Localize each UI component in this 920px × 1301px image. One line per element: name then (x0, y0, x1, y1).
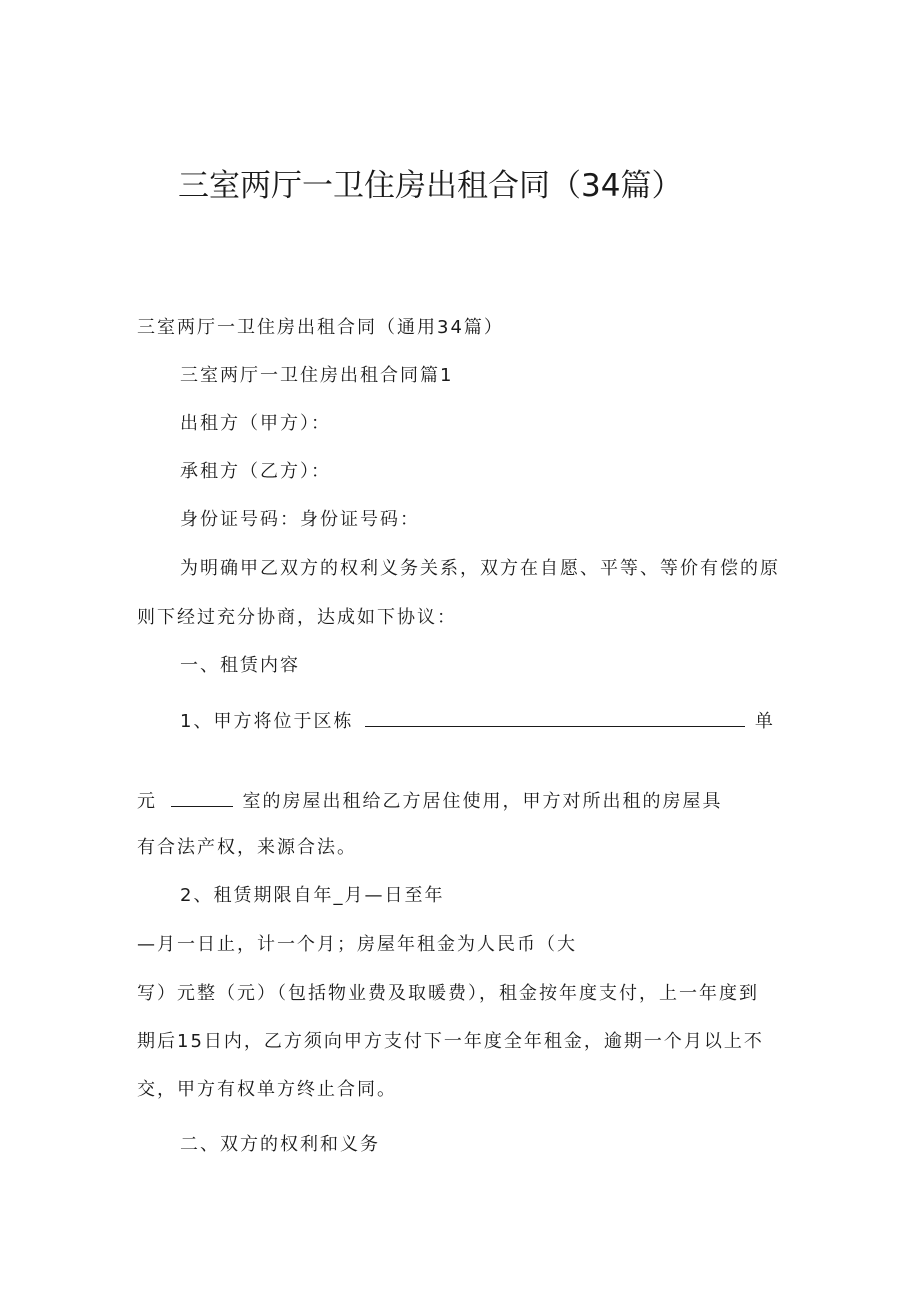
document-title: 三室两厅一卫住房出租合同（34篇） (178, 168, 683, 204)
clause-1-line-2 (137, 788, 722, 814)
intro-paragraph-line-1: 为明确甲乙双方的权利义务关系，双方在自愿、平等、等价有偿的原 (180, 558, 780, 579)
clause-1-line-2-prefix: 元 (137, 791, 157, 812)
lessee-label: 承租方（乙方）： (180, 461, 331, 482)
blank-underline (171, 788, 233, 807)
section-heading-2: 二、双方的权利和义务 (180, 1134, 380, 1155)
clause-1-line-2-suffix: 室的房屋出租给乙方居住使用，甲方对所出租的房屋具 (242, 791, 723, 812)
clause-2-line-3: 写）元整（元）（包括物业费及取暖费），租金按年度支付，上一年度到 (137, 983, 759, 1004)
clause-2-line-1: 2、租赁期限自年_月—日至年 (180, 885, 445, 906)
clause-2-line-2: —月一日止，计一个月；房屋年租金为人民币（大 (137, 934, 577, 955)
lessor-label: 出租方（甲方）： (180, 413, 331, 434)
clause-2-line-5: 交，甲方有权单方终止合同。 (137, 1079, 397, 1100)
section-heading-1: 一、租赁内容 (180, 655, 300, 676)
blank-underline (365, 708, 745, 727)
section-title: 三室两厅一卫住房出租合同篇1 (180, 365, 454, 386)
document-subtitle: 三室两厅一卫住房出租合同（通用34篇） (137, 317, 504, 338)
clause-1-suffix: 单 (754, 711, 775, 732)
clause-1-prefix: 1、甲方将位于区栋 (180, 711, 354, 732)
clause-2-line-4: 期后15日内，乙方须向甲方支付下一年度全年租金，逾期一个月以上不 (137, 1031, 764, 1052)
intro-paragraph-line-2: 则下经过充分协商，达成如下协议： (137, 607, 457, 628)
id-number-label: 身份证号码：身份证号码： (180, 509, 420, 530)
clause-1-line-3: 有合法产权，来源合法。 (137, 837, 357, 858)
clause-1-line-1 (180, 708, 775, 734)
